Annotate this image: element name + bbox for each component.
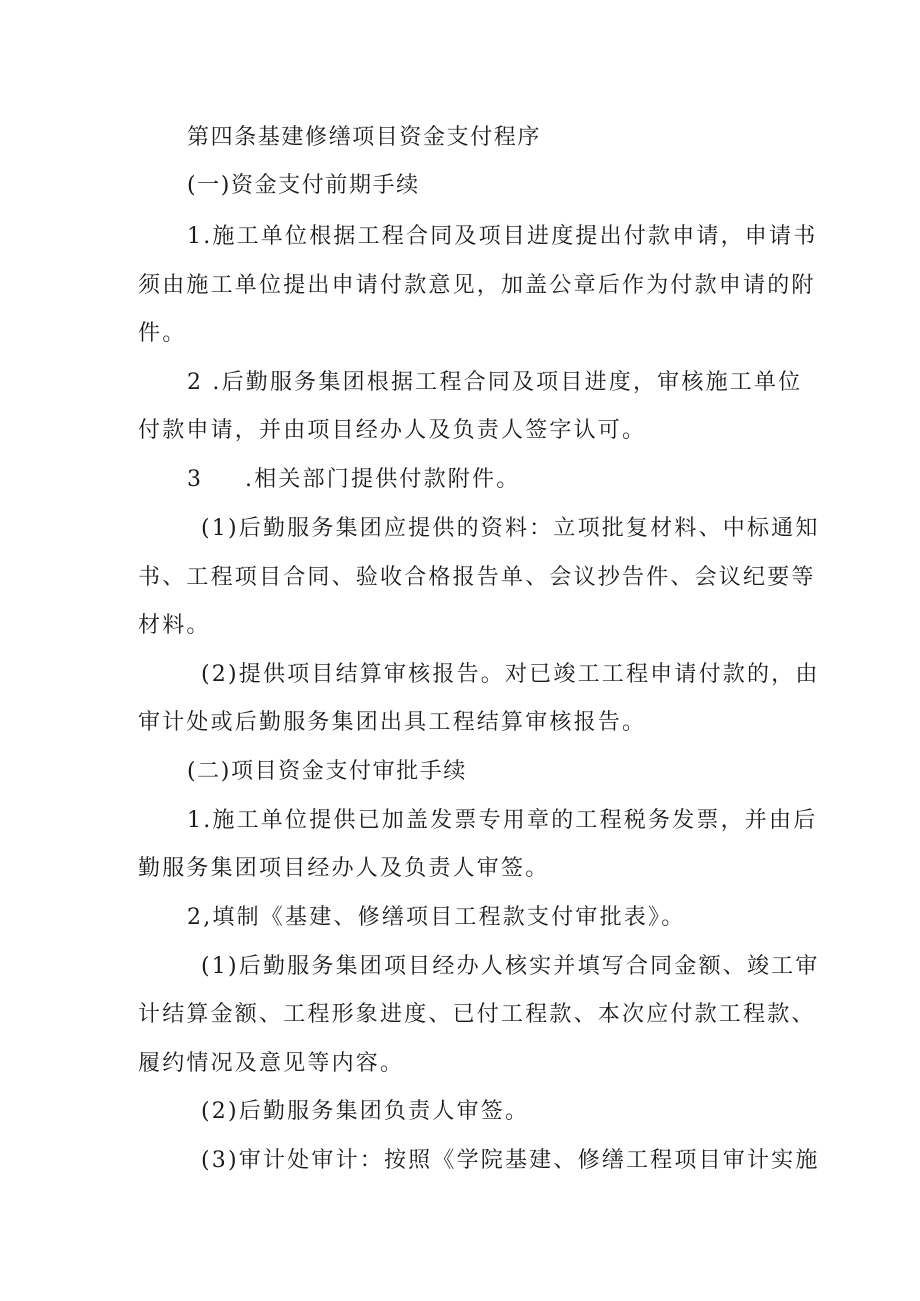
article-title: 第四条基建修缮项目资金支付程序 <box>187 125 542 150</box>
section-1-item-1-line-2: 须由施工单位提出申请付款意见，加盖公章后作为付款申请的附 <box>138 273 816 298</box>
section-2-item-2: 2,填制《基建、修缮项目工程款支付审批表》。 <box>187 905 686 930</box>
section-1-heading: (一)资金支付前期手续 <box>187 173 420 198</box>
section-2-sub-2: (2)后勤服务集团负责人审签。 <box>201 1099 530 1124</box>
section-1-item-3-number: 3 <box>187 467 204 492</box>
section-2-item-1-line-2: 勤服务集团项目经办人及负责人审签。 <box>138 856 550 881</box>
section-2-sub-1-line-3: 履约情况及意见等内容。 <box>138 1051 405 1076</box>
section-2-sub-1-line-1: (1)后勤服务集团项目经办人核实并填写合同金额、竣工审 <box>201 954 820 979</box>
section-2-sub-3: (3)审计处审计：按照《学院基建、修缮工程项目审计实施 <box>201 1148 820 1173</box>
section-1-item-1-line-1: 1.施工单位根据工程合同及项目进度提出付款申请，申请书 <box>187 224 818 249</box>
section-1-item-2-line-2: 付款申请，并由项目经办人及负责人签字认可。 <box>138 418 647 443</box>
section-2-heading: (二)项目资金支付审批手续 <box>187 759 467 784</box>
section-1-item-2-line-1: 2 .后勤服务集团根据工程合同及项目进度，审核施工单位 <box>187 370 803 395</box>
section-2-sub-1-line-2: 计结算金额、工程形象进度、已付工程款、本次应付款工程款、 <box>138 1002 816 1027</box>
section-1-sub-1-line-1: (1)后勤服务集团应提供的资料：立项批复材料、中标通知 <box>201 516 820 541</box>
section-1-sub-2-line-2: 审计处或后勤服务集团出具工程结算审核报告。 <box>138 710 647 735</box>
section-1-sub-1-line-2: 书、工程项目合同、验收合格报告单、会议抄告件、会议纪要等 <box>138 565 816 590</box>
section-1-sub-1-line-3: 材料。 <box>138 613 211 638</box>
section-1-sub-2-line-1: (2)提供项目结算审核报告。对已竣工工程申请付款的，由 <box>201 662 820 687</box>
section-1-item-1-line-3: 件。 <box>138 321 187 346</box>
section-2-item-1-line-1: 1.施工单位提供已加盖发票专用章的工程税务发票，并由后 <box>187 808 818 833</box>
section-1-item-3-text: .相关部门提供付款附件。 <box>245 467 521 492</box>
